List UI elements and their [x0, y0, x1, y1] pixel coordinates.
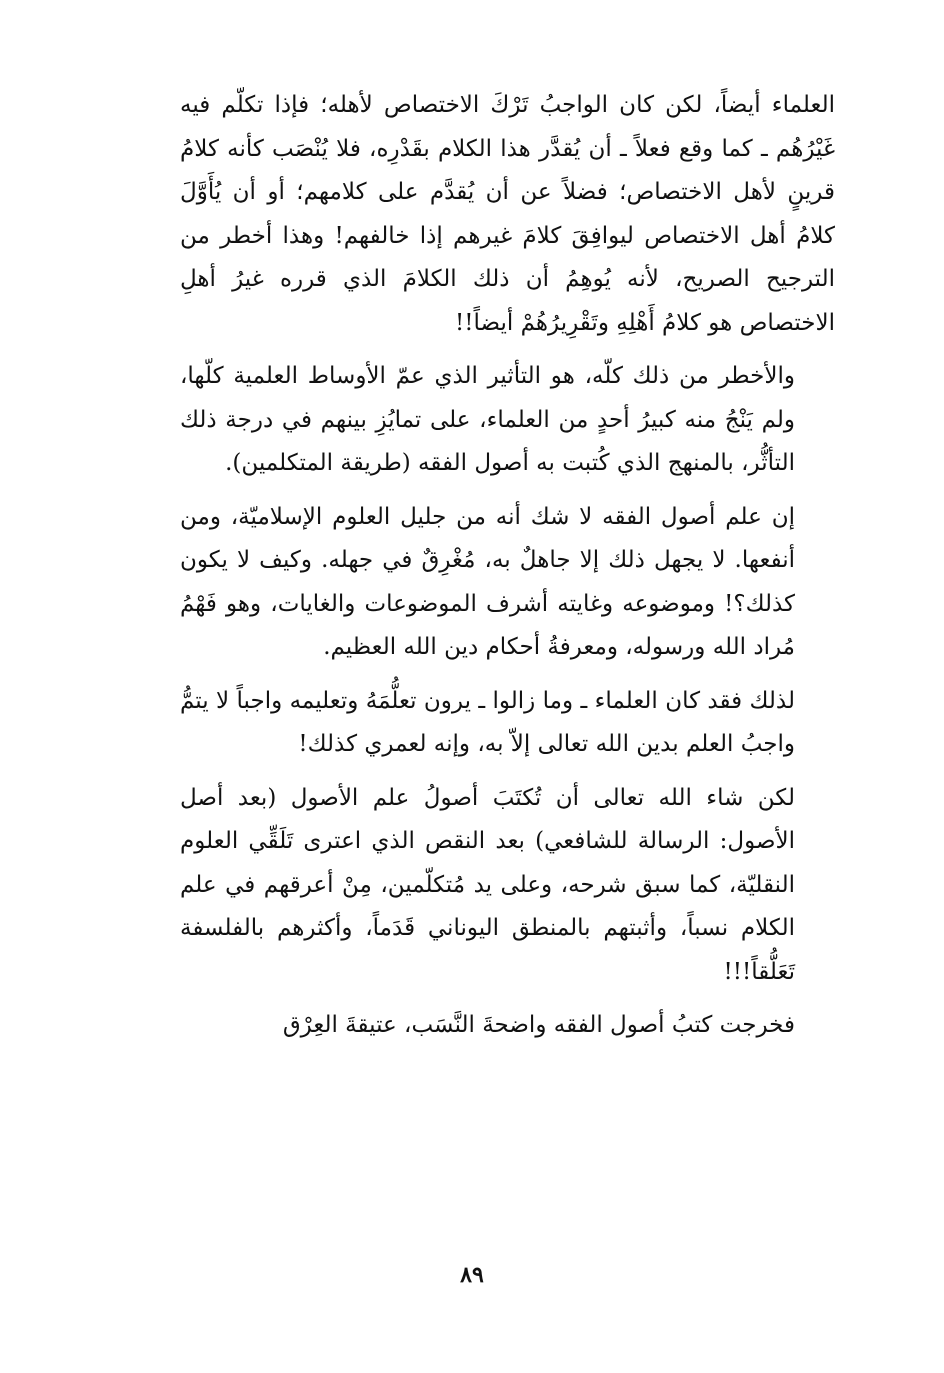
- paragraph-3: إن علم أصول الفقه لا شك أنه من جليل العلوم الإسلاميّة، ومن أنفعها. لا يجهل ذلك إلا جاهلٌ به، مُغْرِقٌ في جهله. وكيف لا يكون كذلك؟! وموضوعه وغايته أشرف الموضوعات والغايات، وهو فَهْمُ مُراد الله ورسوله، ومعرفةُ أحكام دين الله العظيم.: [180, 503, 795, 660]
- paragraph-6: فخرجت كتبُ أصول الفقه واضحةَ النَّسَب، عتيقةَ العِرْق: [282, 1012, 795, 1038]
- body-text: [180, 84, 835, 1058]
- paragraph-4: لذلك فقد كان العلماء ـ وما زالوا ـ يرون تعلُّمَهُ وتعليمه واجباً لا يتمُّ واجبُ العلم بدين الله تعالى إلاّ به، وإنه لعمري كذلك!: [180, 687, 795, 757]
- paragraph-1: العلماء أيضاً، لكن كان الواجبُ تَرْكَ الاختصاص لأهله؛ فإذا تكلّم فيه غَيْرُهُم ـ كما وقع فعلاً ـ أن يُقدَّر هذا الكلام بقَدْرِه، فلا يُنْصَب كأنه كلامُ قرينٍ لأهل الاختصاص؛ فضلاً عن أن يُقدَّم على كلامهم؛ أو أن يُأَوَّلَ كلامُ أهل الاختصاص ليوافِقَ كلامَ غيرهم إذا خالفهم! وهذا أخطر من الترجيح الصريح، لأنه يُوهِمُ أن ذلك الكلامَ الذي قرره غيرُ أهلِ الاختصاص هو كلامُ أَهْلِهِ وتَقْرِيرُهُمْ أيضاً!!: [180, 92, 835, 336]
- paragraph-2: والأخطر من ذلك كلّه، هو التأثير الذي عمّ الأوساط العلمية كلّها، ولم يَنْجُ منه كبيرُ أحدٍ من العلماء، على تمايُزِ بينهم في درجة ذلك التأثُّر، بالمنهج الذي كُتبت به أصول الفقه (طريقة المتكلمين).: [180, 363, 795, 476]
- page-number: ٨٩: [460, 1262, 484, 1288]
- paragraph-5: لكن شاء الله تعالى أن تُكتَبَ أصولُ علم الأصول (بعد أصل الأصول: الرسالة للشافعي) بعد النقص الذي اعترى تَلَقِّي العلوم النقليّة، كما سبق شرحه، وعلى يد مُتكلّمين، مِنْ أعرقهم في علم الكلام نسباً، وأثبتهم بالمنطق اليوناني قَدَماً، وأكثرهم بالفلسفة تَعَلُّقاً!!!: [180, 784, 795, 985]
